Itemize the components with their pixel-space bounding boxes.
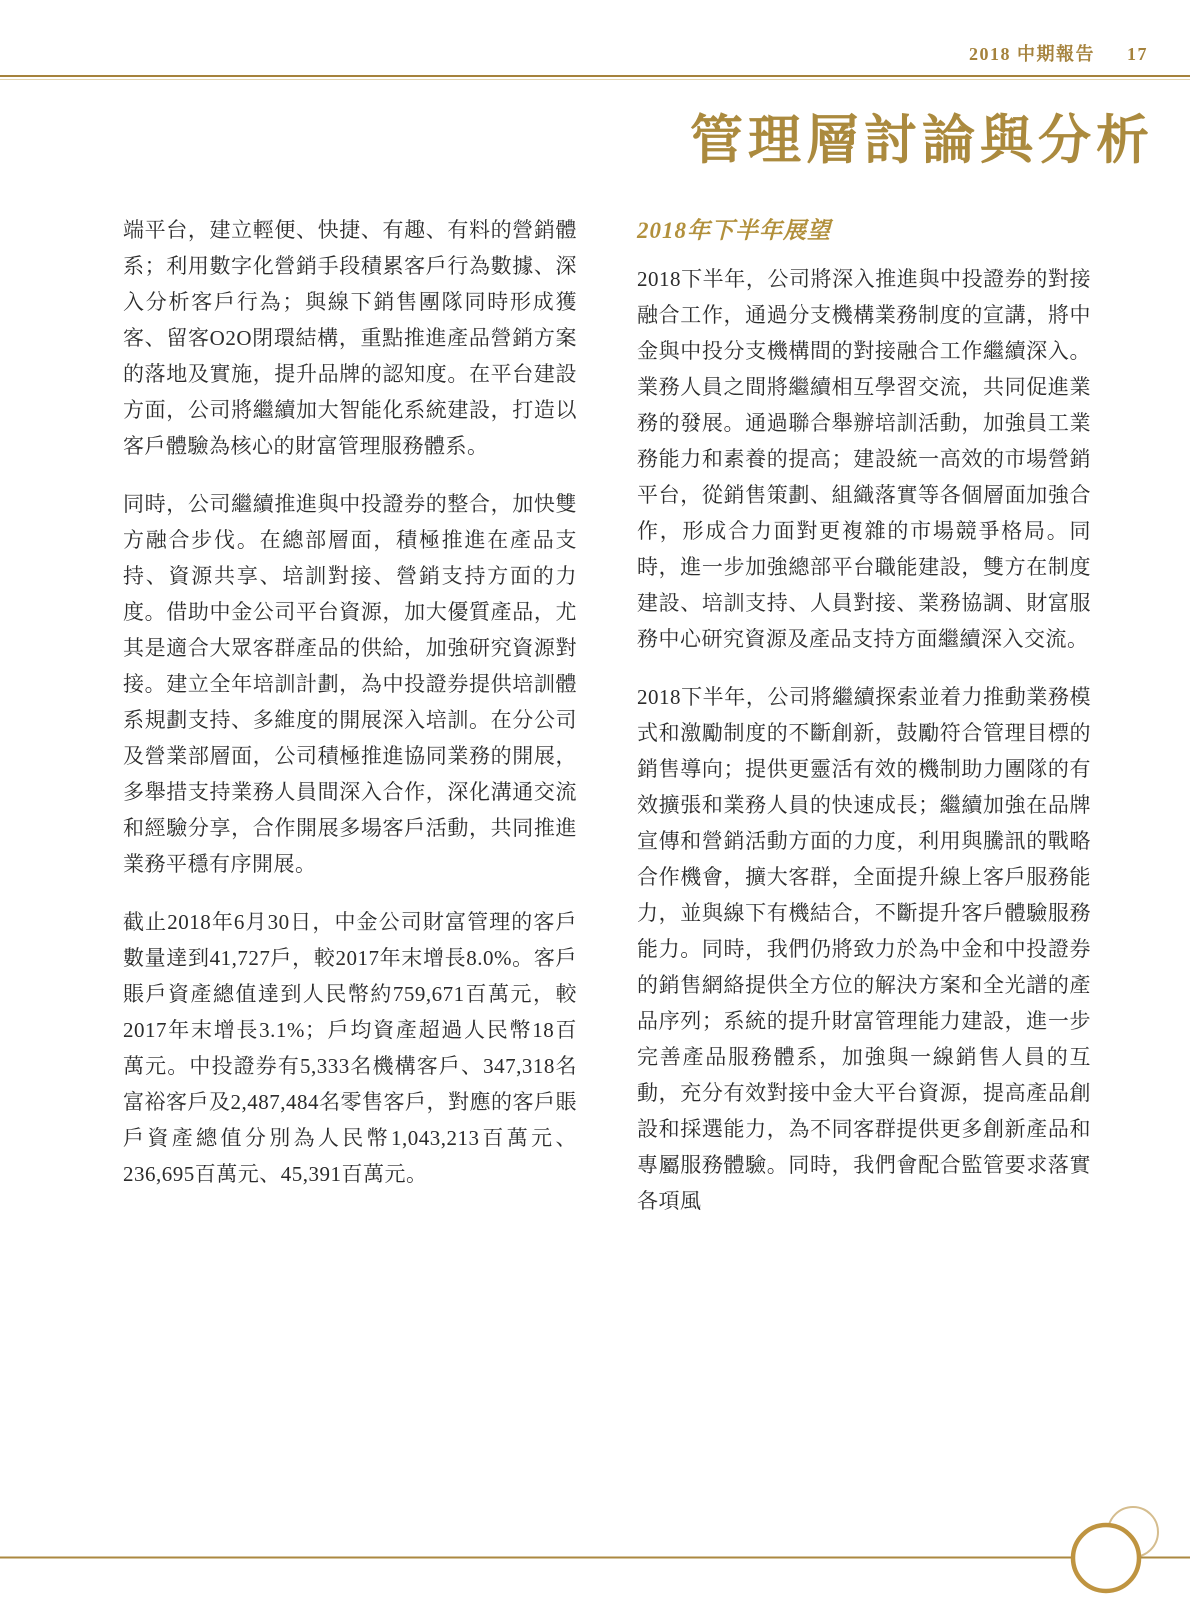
left-column <box>123 212 577 1241</box>
header-rule-dark-line <box>0 75 1190 77</box>
body-paragraph: 端平台，建立輕便、快捷、有趣、有料的營銷體系；利用數字化營銷手段積累客戶行為數據、深入分析客戶行為；與線下銷售團隊同時形成獲客、留客O2O閉環結構，重點推進產品營銷方案的落地及實施，提升品牌的認知度。在平台建設方面，公司將繼續加大智能化系統建設，打造以客戶體驗為核心的財富管理服務體系。 <box>123 218 577 458</box>
page-header <box>969 40 1148 66</box>
report-title: 2018 中期報告 <box>969 44 1095 64</box>
right-column <box>637 212 1091 1241</box>
header-rule-light-line <box>0 79 1190 80</box>
ring-large <box>1073 1525 1139 1591</box>
section-heading-outlook: 2018年下半年展望 <box>637 218 831 243</box>
body-paragraph: 2018下半年，公司將繼續探索並着力推動業務模式和激勵制度的不斷創新，鼓勵符合管理目標的銷售導向；提供更靈活有效的機制助力團隊的有效擴張和業務人員的快速成長；繼續加強在品牌宣傳和營銷活動方面的力度，利用與騰訊的戰略合作機會，擴大客群，全面提升線上客戶服務能力，並與線下有機結合，不斷提升客戶體驗服務能力。同時，我們仍將致力於為中金和中投證券的銷售網絡提供全方位的解決方案和全光譜的產品序列；系統的提升財富管理能力建設，進一步完善產品服務體系，加強與一線銷售人員的互動，充分有效對接中金大平台資源，提高產品創設和採選能力，為不同客群提供更多創新產品和專屬服務體驗。同時，我們會配合監管要求落實各項風 <box>637 685 1091 1213</box>
page-number: 17 <box>1127 44 1148 64</box>
body-paragraph: 2018下半年，公司將深入推進與中投證券的對接融合工作，通過分支機構業務制度的宣講，將中金與中投分支機構間的對接融合工作繼續深入。業務人員之間將繼續相互學習交流，共同促進業務的發展。通過聯合舉辦培訓活動，加強員工業務能力和素養的提高；建設統一高效的市場營銷平台，從銷售策劃、組織落實等各個層面加強合作，形成合力面對更複雜的市場競爭格局。同時，進一步加強總部平台職能建設，雙方在制度建設、培訓支持、人員對接、業務協調、財富服務中心研究資源及產品支持方面繼續深入交流。 <box>637 267 1091 651</box>
header-rule <box>0 75 1190 80</box>
body-columns <box>123 212 1091 1241</box>
page-title: 管理層討論與分析 <box>690 112 1154 170</box>
body-paragraph: 截止2018年6月30日，中金公司財富管理的客戶數量達到41,727戶，較2017年末增長8.0%。客戶賬戶資產總值達到人民幣約759,671百萬元，較2017年末增長3.1%；戶均資產超過人民幣18百萬元。中投證券有5,333名機構客戶、347,318名富裕客戶及2,487,484名零售客戶，對應的客戶賬戶資產總值分別為人民幣1,043,213百萬元、236,695百萬元、45,391百萬元。 <box>123 910 577 1186</box>
body-paragraph: 同時，公司繼續推進與中投證券的整合，加快雙方融合步伐。在總部層面，積極推進在產品支持、資源共享、培訓對接、營銷支持方面的力度。借助中金公司平台資源，加大優質產品，尤其是適合大眾客群產品的供給，加強研究資源對接。建立全年培訓計劃，為中投證券提供培訓體系規劃支持、多維度的開展深入培訓。在分公司及營業部層面，公司積極推進協同業務的開展，多舉措支持業務人員間深入合作，深化溝通交流和經驗分享，合作開展多場客戶活動，共同推進業務平穩有序開展。 <box>123 492 577 876</box>
double-rings-icon <box>0 1494 1190 1615</box>
